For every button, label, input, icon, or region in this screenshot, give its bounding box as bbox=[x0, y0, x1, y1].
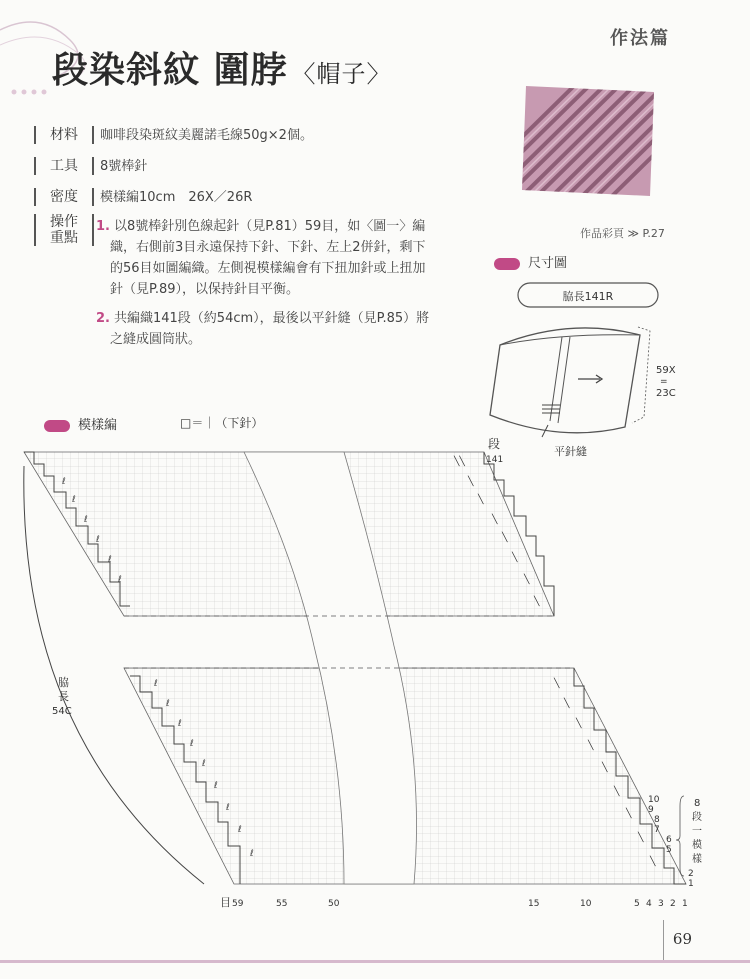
size-side-label-1: 59X bbox=[656, 365, 676, 376]
tube-shape bbox=[490, 328, 640, 433]
svg-text:╲: ╲ bbox=[492, 515, 498, 525]
product-photo bbox=[518, 82, 658, 200]
points-label-line1: 操作 bbox=[50, 214, 78, 230]
step-2 bbox=[96, 308, 436, 350]
bracket-label-1: 8 bbox=[694, 798, 701, 809]
step-number: 1. bbox=[96, 219, 110, 234]
step-1 bbox=[96, 216, 436, 300]
svg-text:ℓ: ℓ bbox=[202, 759, 206, 769]
tools-row bbox=[34, 155, 147, 175]
bracket-label-3: 一 bbox=[692, 826, 702, 837]
size-side-label-3: 23C bbox=[656, 388, 676, 399]
step-number: 2. bbox=[96, 311, 110, 326]
svg-text:ℓ: ℓ bbox=[226, 803, 230, 813]
row-tick-6: 6 bbox=[666, 835, 672, 845]
row-tick-5: 5 bbox=[666, 845, 672, 855]
svg-text:╲: ╲ bbox=[650, 857, 656, 867]
photo-caption: 作品彩頁 ≫ P.27 bbox=[580, 227, 665, 240]
materials-row bbox=[34, 124, 313, 144]
size-top-label: 脇長141R bbox=[562, 290, 614, 303]
page-number-divider bbox=[663, 920, 664, 960]
gauge-value: 模樣編10cm 26X／26R bbox=[100, 190, 253, 205]
svg-text:ℓ: ℓ bbox=[84, 515, 88, 525]
svg-text:╲: ╲ bbox=[512, 553, 518, 563]
x-tick-10: 10 bbox=[580, 899, 592, 909]
size-diagram-label: 尺寸圖 bbox=[528, 256, 568, 271]
svg-text:╲: ╲ bbox=[524, 575, 530, 585]
chart-row-top-value: 141 bbox=[486, 455, 504, 465]
bracket-label-4: 模 bbox=[692, 840, 702, 851]
x-tick-50: 50 bbox=[328, 899, 340, 909]
chart-label: 模樣編 bbox=[78, 418, 118, 433]
svg-text:╲: ╲ bbox=[602, 763, 608, 773]
row-tick-8: 8 bbox=[654, 815, 660, 825]
x-tick-15: 15 bbox=[528, 899, 540, 909]
svg-text:╲: ╲ bbox=[638, 833, 644, 843]
chart-left-label-1: 脇 bbox=[58, 676, 69, 689]
svg-text:╲: ╲ bbox=[576, 719, 582, 729]
svg-text:ℓ: ℓ bbox=[118, 575, 122, 585]
x-tick-55: 55 bbox=[276, 899, 288, 909]
svg-text:╲: ╲ bbox=[478, 495, 484, 505]
points-label-line2: 重點 bbox=[50, 230, 78, 246]
svg-text:ℓ: ℓ bbox=[62, 477, 66, 487]
svg-text:ℓ: ℓ bbox=[108, 555, 112, 565]
bracket-label-2: 段 bbox=[692, 812, 702, 823]
svg-text:╲: ╲ bbox=[588, 741, 594, 751]
gauge-row bbox=[34, 186, 252, 206]
chart-legend: □＝｜（下針） bbox=[180, 416, 264, 430]
gauge-label: 密度 bbox=[34, 188, 94, 206]
svg-text:ℓ: ℓ bbox=[214, 781, 218, 791]
svg-text:╲: ╲ bbox=[534, 597, 540, 607]
chart-row-label: 段 bbox=[488, 437, 501, 451]
svg-text:ℓ: ℓ bbox=[166, 699, 170, 709]
section-label: 作法篇 bbox=[610, 28, 670, 49]
chart-heading bbox=[44, 414, 117, 433]
svg-text:ℓ: ℓ bbox=[154, 679, 158, 689]
page-title bbox=[52, 42, 392, 93]
tools-value: 8號棒針 bbox=[100, 159, 148, 174]
materials-label: 材料 bbox=[34, 126, 94, 144]
points-row bbox=[34, 214, 100, 246]
row-tick-7: 7 bbox=[654, 825, 660, 835]
instruction-steps bbox=[96, 216, 436, 358]
svg-text:╲: ╲ bbox=[554, 679, 560, 689]
chart-left-label-2: 長 bbox=[58, 690, 69, 703]
title-subtitle: 〈帽子〉 bbox=[291, 60, 392, 88]
svg-text:ℓ: ℓ bbox=[178, 719, 182, 729]
row-tick-2: 2 bbox=[688, 869, 694, 879]
seam-lines bbox=[550, 337, 570, 423]
svg-text:ℓ: ℓ bbox=[96, 535, 100, 545]
x-tick-2: 2 bbox=[670, 899, 676, 909]
seam-label: 平針縫 bbox=[554, 445, 587, 458]
bottom-rule bbox=[0, 960, 750, 963]
x-tick-5: 5 bbox=[634, 899, 640, 909]
chart-left-label-3: 54C bbox=[52, 706, 72, 717]
materials-value: 咖啡段染斑紋美麗諾毛線50g×2個。 bbox=[100, 128, 313, 143]
svg-text:ℓ: ℓ bbox=[190, 739, 194, 749]
svg-text:╲: ╲ bbox=[626, 809, 632, 819]
chart-bottom-label: 目 bbox=[220, 896, 231, 909]
row-tick-1: 1 bbox=[688, 879, 694, 889]
x-tick-4: 4 bbox=[646, 899, 652, 909]
knitting-chart bbox=[14, 436, 714, 914]
svg-text:╲: ╲ bbox=[564, 699, 570, 709]
step-text: 以8號棒針別色線起針（見P.81）59目，如〈圖一〉編織，右側前3目永遠保持下針、下針、左上2併針，剩下的56目如圖編織。左側視模樣編會有下扭加針或上扭加針（見P.89），以保持針目平衡。 bbox=[110, 219, 426, 297]
size-side-label-2: = bbox=[660, 377, 668, 387]
size-diagram-heading bbox=[494, 252, 567, 271]
svg-text:ℓ: ℓ bbox=[250, 849, 254, 859]
x-tick-59: 59 bbox=[232, 899, 244, 909]
tools-label: 工具 bbox=[34, 157, 94, 175]
x-tick-1: 1 bbox=[682, 899, 688, 909]
step-text: 共編織141段（約54cm），最後以平針縫（見P.85）將之縫成圓筒狀。 bbox=[110, 311, 430, 347]
svg-text:ℓ: ℓ bbox=[238, 825, 242, 835]
svg-text:╲: ╲ bbox=[614, 787, 620, 797]
page-number: 69 bbox=[672, 930, 692, 948]
svg-text:ℓ: ℓ bbox=[72, 495, 76, 505]
row-tick-10: 10 bbox=[648, 795, 660, 805]
x-tick-3: 3 bbox=[658, 899, 664, 909]
row-tick-9: 9 bbox=[648, 805, 654, 815]
svg-text:╲: ╲ bbox=[502, 533, 508, 543]
figure-marker-icon bbox=[44, 420, 70, 432]
svg-text:╲: ╲ bbox=[468, 477, 474, 487]
title-main: 段染斜紋 圍脖 bbox=[52, 49, 288, 91]
points-label bbox=[34, 214, 94, 246]
bracket-label-5: 樣 bbox=[692, 854, 702, 865]
svg-text:╲╲: ╲╲ bbox=[454, 457, 465, 467]
figure-marker-icon bbox=[494, 258, 520, 270]
